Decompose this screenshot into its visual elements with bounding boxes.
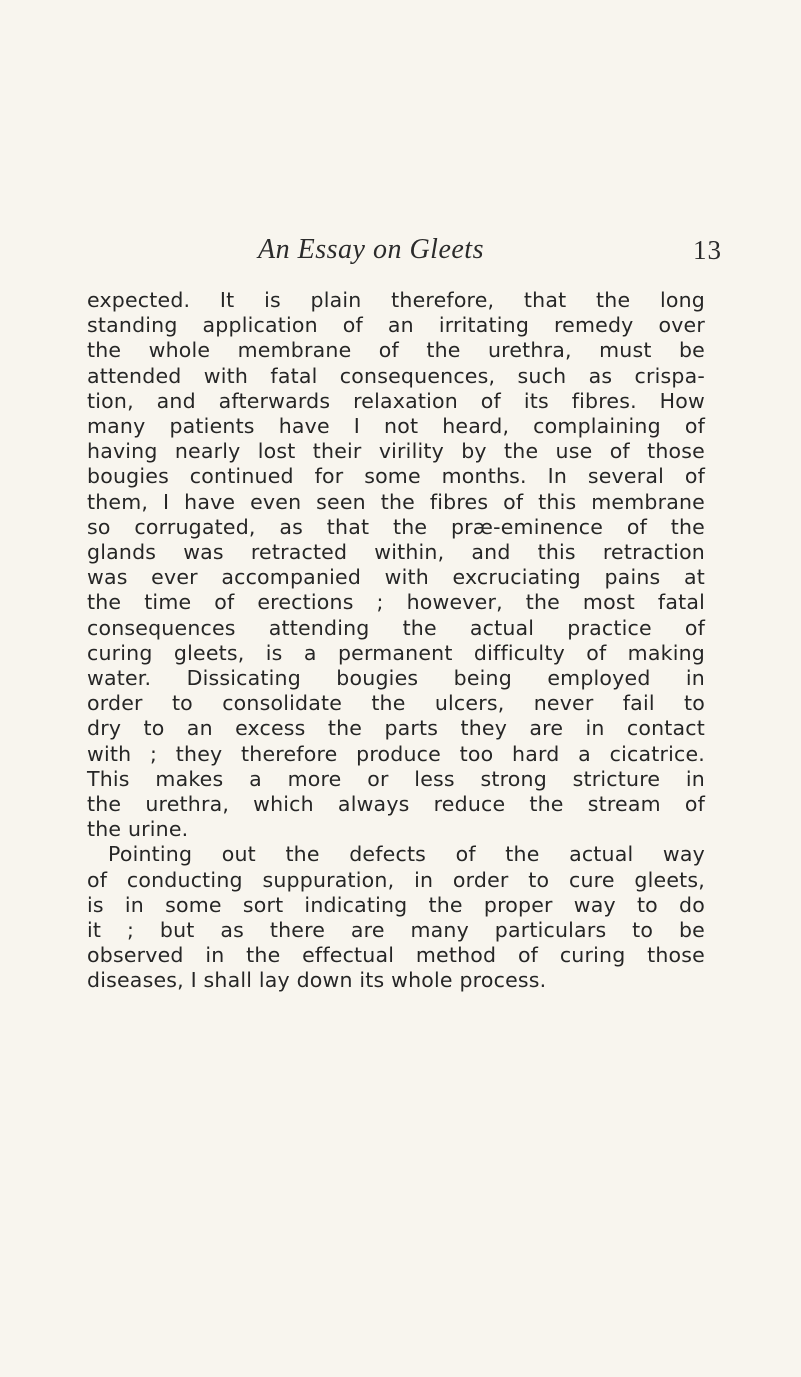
text-line: Pointing out the defects of the actual way (108, 842, 705, 867)
running-head (0, 234, 801, 274)
text-line: standing application of an irritating remedy over (87, 313, 705, 338)
text-line: consequences attending the actual practice of (87, 615, 705, 640)
text-line: with ; they therefore produce too hard a cicatrice. (87, 741, 705, 766)
text-line: them, I have even seen the fibres of this membrane (87, 489, 705, 514)
text-line: having nearly lost their virility by the use of those (87, 439, 705, 464)
text-line: the urine. (87, 817, 189, 842)
text-line: observed in the effectual method of curing those (87, 943, 705, 968)
text-line: This makes a more or less strong stricture in (87, 766, 705, 791)
text-line: attended with fatal consequences, such as crispa- (87, 363, 705, 388)
text-line: tion, and afterwards relaxation of its fibres. How (87, 388, 705, 413)
text-line: order to consolidate the ulcers, never fail to (87, 691, 705, 716)
paragraph-1 (87, 288, 705, 842)
text-line: curing gleets, is a permanent difficulty of making (87, 640, 705, 665)
text-line: the whole membrane of the urethra, must be (87, 338, 705, 363)
text-line: the urethra, which always reduce the stream of (87, 792, 705, 817)
text-line: of conducting suppuration, in order to cure gleets, (87, 867, 705, 892)
text-line: many patients have I not heard, complaining of (87, 414, 705, 439)
text-line: dry to an excess the parts they are in contact (87, 716, 705, 741)
text-line: was ever accompanied with excruciating pains at (87, 565, 705, 590)
paragraph-2 (87, 842, 705, 993)
text-line: bougies continued for some months. In several of (87, 464, 705, 489)
text-line: the time of erections ; however, the most fatal (87, 590, 705, 615)
text-line: water. Dissicating bougies being employed in (87, 666, 705, 691)
text-line: expected. It is plain therefore, that the long (87, 288, 705, 312)
text-line: so corrugated, as that the præ-eminence of the (87, 514, 705, 539)
body-text (87, 288, 705, 994)
text-line: is in some sort indicating the proper way to do (87, 892, 705, 917)
text-line: glands was retracted within, and this retraction (87, 540, 705, 565)
text-line: it ; but as there are many particulars to be (87, 918, 705, 943)
text-line: diseases, I shall lay down its whole process. (87, 968, 547, 993)
page-number: 13 (693, 235, 722, 265)
running-title: An Essay on Gleets (258, 234, 484, 265)
